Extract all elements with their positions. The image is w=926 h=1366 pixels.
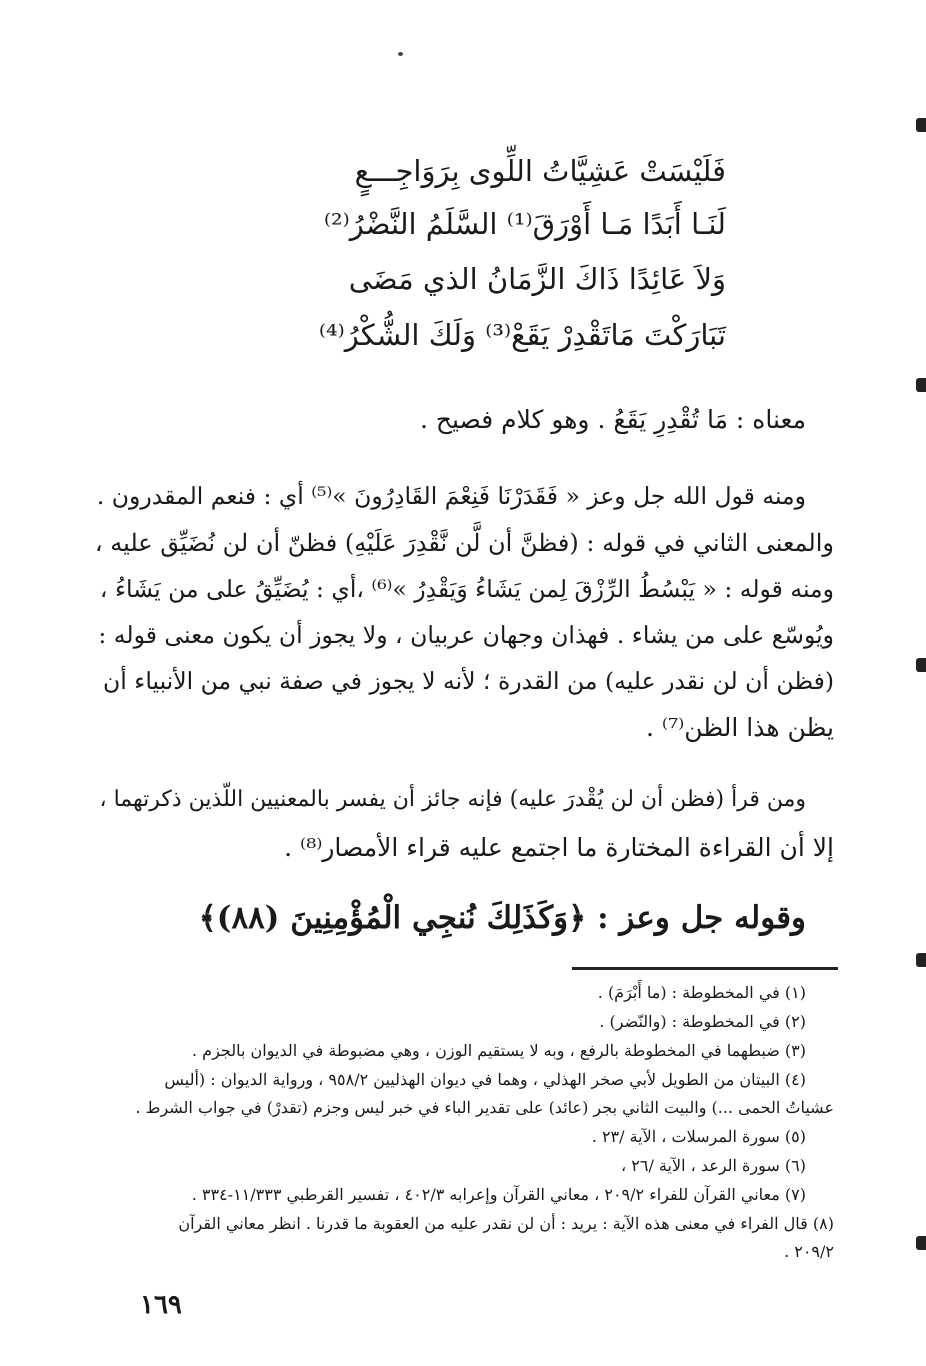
paragraph-line: والمعنى الثاني في قوله : (فظنَّ أن لَّن نَّقْدِرَ عَلَيْهِ) فظنّ أن لن نُضَيِّق عليه ، [94,529,834,557]
footnote: (٤) البيتان من الطويل لأبي صخر الهذلي ، وهما في ديوان الهذليين ٩٥٨/٢ ، ورواية الديوان : (أليس [164,1070,806,1089]
footnote: (٦) سورة الرعد ، الآية /٢٦ ، [621,1156,806,1175]
page-edge-mark [916,118,926,132]
paragraph-line: ومنه قوله : « يَبْسُطُ الرِّزْقَ لِمن يَشَاءُ وَيَقْدِرُ »⁽⁶⁾ ،أي : يُضَيِّقُ على من يَشَاءُ ، [99,575,834,603]
scan-speck [398,52,403,56]
paragraph-line: ومنه قول الله جل وعز « فَقَدَرْنَا فَنِعْمَ القَادِرُونَ »⁽⁵⁾ أي : فنعم المقدرون . [96,482,806,510]
page-edge-mark [916,658,926,672]
footnote: (٨) قال الفراء في معنى هذه الآية : يريد : أن لن نقدر عليه من العقوبة ما قدرنا . انظر معاني القرآن [178,1214,834,1233]
poem-line: لَنَـا أَبَدًا مَـا أَوْرَقَ⁽¹⁾ السَّلَمُ النَّضْرُ⁽²⁾ [323,207,726,241]
footnote: (٣) ضبطهما في المخطوطة بالرفع ، وبه لا يستقيم الوزن ، وهي مضبوطة في الديوان بالجزم . [192,1041,806,1060]
page-edge-mark [916,1236,926,1250]
footnote: (١) في المخطوطة : (ما أَبْرَمَ) . [597,983,806,1002]
footnote: . ٢٠٩/٢ [784,1242,834,1261]
page-edge-mark [916,378,926,392]
footnote: عشياتُ الحمى ...) والبيت الثاني بجر (عائد) على تقدير الباء في خبر ليس وجزم (تقدرْ) في جواب الشرط . [135,1098,834,1117]
poem-line: وَلاَ عَائِدًا ذَاكَ الزَّمَانُ الذي مَضَى [348,262,726,296]
footnote-separator [572,967,838,970]
footnote: (٢) في المخطوطة : (والنّضر) . [599,1012,806,1031]
paragraph-line: ويُوسّع على من يشاء . فهذان وجهان عربيان ، ولا يجوز أن يكون معنى قوله : [98,621,834,649]
footnote: (٧) معاني القرآن للفراء ٢٠٩/٢ ، معاني القرآن وإعرابه ٤٠٢/٣ ، تفسير القرطبي ١١/٣٣٣-٣٣٤ . [191,1185,806,1204]
paragraph-line: يظن هذا الظن⁽⁷⁾ . [646,713,834,742]
page-edge-mark [916,953,926,967]
meaning-line: معناه : مَا تُقْدِرِ يَقَعُ . وهو كلام فصيح . [419,405,806,434]
paragraph-line: ومن قرأ (فظن أن لن يُقْدرَ عليه) فإنه جائز أن يفسر بالمعنيين اللّذين ذكرتهما ، [99,787,806,812]
verse-heading: وقوله جل وعز : ﴿وَكَذَلِكَ نُنجِي الْمُؤْمِنِينَ (٨٨)﴾ [198,900,806,936]
paragraph-line: إلا أن القراءة المختارة ما اجتمع عليه قراء الأمصار⁽⁸⁾ . [284,833,834,862]
footnote: (٥) سورة المرسلات ، الآية /٢٣ . [591,1127,806,1146]
poem-line: تَبَارَكْتَ مَاتَقْدِرْ يَقَعْ⁽³⁾ وَلَكَ الشُّكْرُ⁽⁴⁾ [318,318,726,352]
paragraph-line: (فظن أن لن نقدر عليه) من القدرة ؛ لأنه لا يجوز في صفة نبي من الأنبياء أن [103,667,834,695]
page-number: ١٦٩ [140,1290,182,1320]
poem-line: فَلَيْسَتْ عَشِيَّاتُ اللِّوى بِرَوَاجِـــعٍ [354,154,726,188]
